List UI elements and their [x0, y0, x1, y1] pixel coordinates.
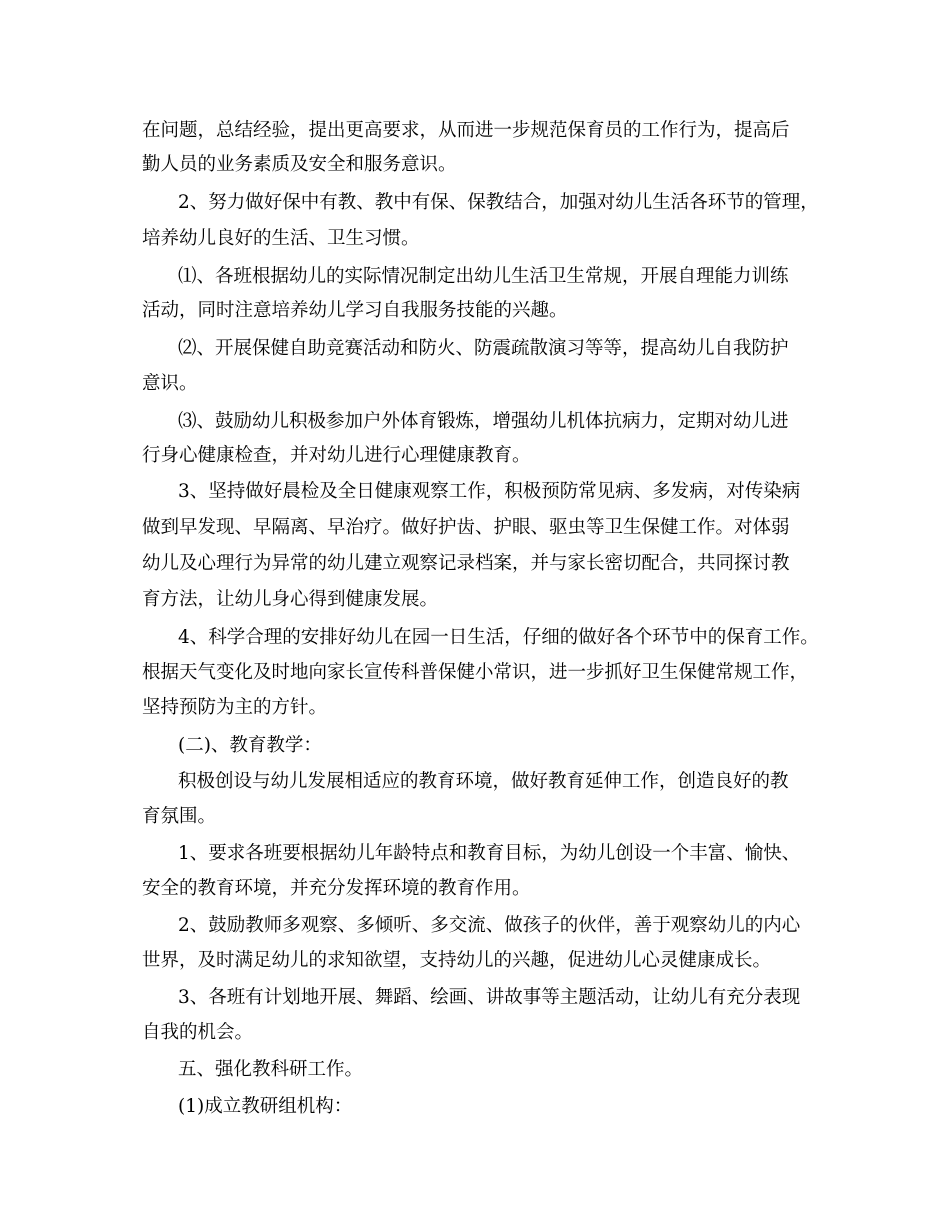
text-line: 4、科学合理的安排好幼儿在园一日生活，仔细的做好各个环节中的保育工作。 — [178, 627, 819, 648]
text-line: 3、坚持做好晨检及全日健康观察工作，积极预防常见病、多发病，对传染病 — [178, 481, 801, 502]
text-line: 育氛围。 — [142, 806, 217, 827]
text-line: 育方法，让幼儿身心得到健康发展。 — [142, 589, 439, 610]
text-line: 根据天气变化及时地向家长宣传科普保健小常识，进一步抓好卫生保健常规工作， — [142, 662, 809, 683]
text-line: 安全的教育环境，并充分发挥环境的教育作用。 — [142, 878, 531, 899]
text-line: ⑵、开展保健自助竞赛活动和防火、防震疏散演习等等，提高幼儿自我防护 — [178, 338, 789, 359]
text-line: 积极创设与幼儿发展相适应的教育环境，做好教育延伸工作，创造良好的教 — [178, 771, 789, 792]
text-line: 幼儿及心理行为异常的幼儿建立观察记录档案，并与家长密切配合，共同探讨教 — [142, 553, 790, 574]
text-line: 1、要求各班要根据幼儿年龄特点和教育目标，为幼儿创设一个丰富、愉快、 — [178, 843, 801, 864]
text-line: 做到早发现、早隔离、早治疗。做好护齿、护眼、驱虫等卫生保健工作。对体弱 — [142, 517, 790, 538]
text-line: 3、各班有计划地开展、舞蹈、绘画、讲故事等主题活动，让幼儿有充分表现 — [178, 987, 801, 1008]
text-line: 培养幼儿良好的生活、卫生习惯。 — [142, 228, 420, 249]
text-line: 在问题，总结经验，提出更高要求，从而进一步规范保育员的工作行为，提高后 — [142, 120, 790, 141]
text-line: 意识。 — [142, 373, 198, 394]
section-heading: (二)、教育教学： — [178, 735, 322, 756]
text-line: 2、鼓励教师多观察、多倾听、多交流、做孩子的伙伴，善于观察幼儿的内心 — [178, 915, 801, 936]
text-line: 2、努力做好保中有教、教中有保、保教结合，加强对幼儿生活各环节的管理， — [178, 192, 819, 213]
section-heading: 五、强化教科研工作。 — [178, 1059, 364, 1080]
text-line: ⑴、各班根据幼儿的实际情况制定出幼儿生活卫生常规，开展自理能力训练 — [178, 266, 789, 287]
text-line: (1)成立教研组机构： — [178, 1096, 353, 1117]
text-line: 活动，同时注意培养幼儿学习自我服务技能的兴趣。 — [142, 300, 568, 321]
text-line: ⑶、鼓励幼儿积极参加户外体育锻炼，增强幼儿机体抗病力，定期对幼儿进 — [178, 411, 789, 432]
text-line: 世界，及时满足幼儿的求知欲望，支持幼儿的兴趣，促进幼儿心灵健康成长。 — [142, 950, 772, 971]
text-line: 坚持预防为主的方针。 — [142, 697, 328, 718]
text-line: 勤人员的业务素质及安全和服务意识。 — [142, 154, 457, 175]
text-line: 行身心健康检查，并对幼儿进行心理健康教育。 — [142, 445, 531, 466]
text-line: 自我的机会。 — [142, 1022, 254, 1043]
